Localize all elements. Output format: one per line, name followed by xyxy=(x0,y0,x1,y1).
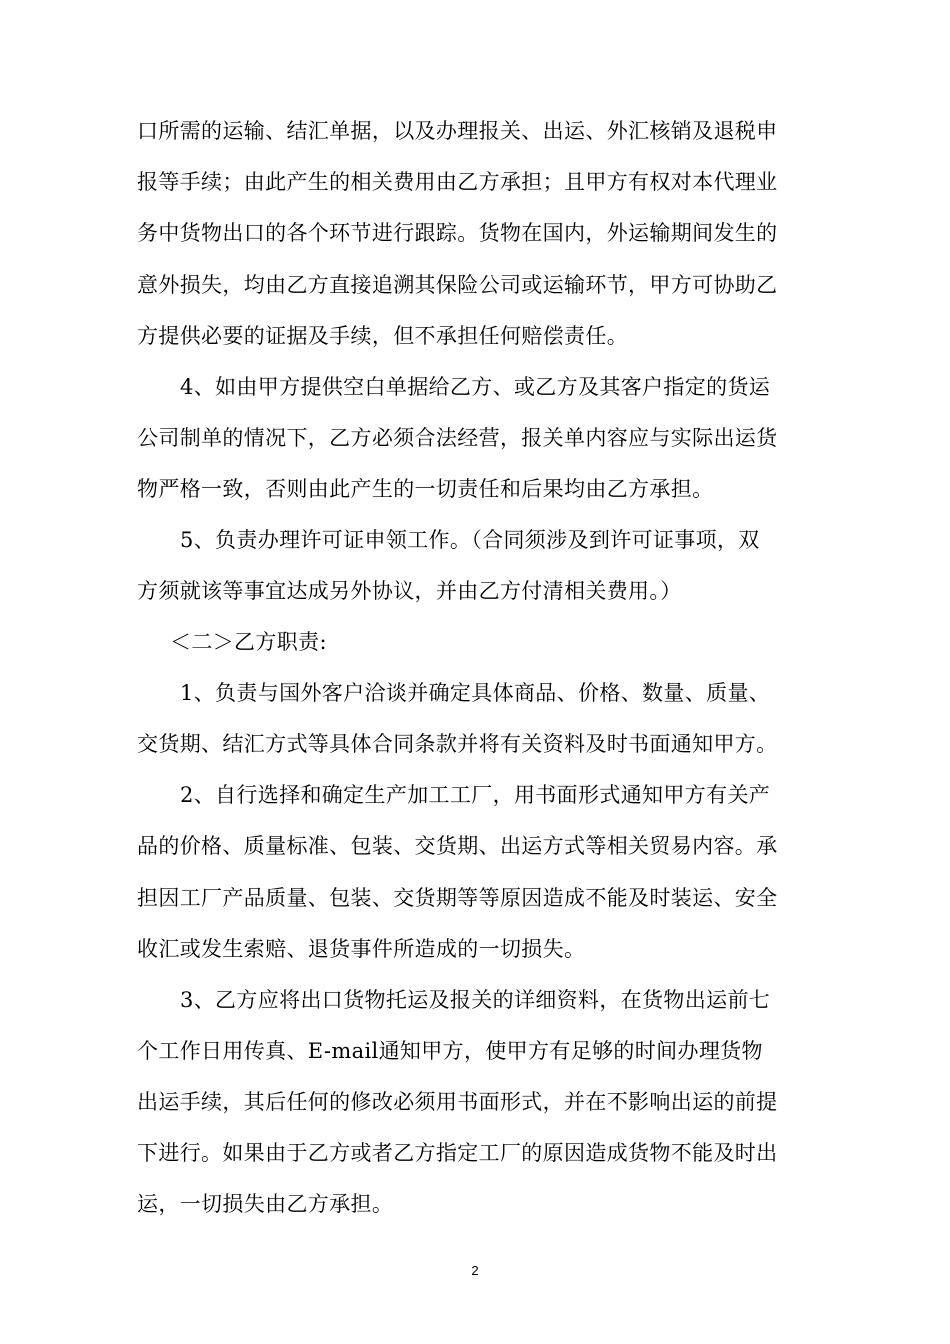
text-line: 品的价格、质量标准、包装、交货期、出运方式等相关贸易内容。承 xyxy=(137,834,778,858)
text-line: 交货期、结汇方式等具体合同条款并将有关资料及时书面通知甲方。 xyxy=(137,732,778,756)
text-line: 方须就该等事宜达成另外协议，并由乙方付清相关费用。） xyxy=(137,579,682,603)
text-line: 口所需的运输、结汇单据，以及办理报关、出运、外汇核销及退税申 xyxy=(137,119,778,143)
text-line: 担因工厂产品质量、包装、交货期等等原因造成不能及时装运、安全 xyxy=(137,886,778,910)
paragraph-item-2-start: 2、自行选择和确定生产加工工厂，用书面形式通知甲方有关产 xyxy=(180,783,771,807)
page-number: 2 xyxy=(471,1263,479,1278)
section-heading: ＜二＞乙方职责: xyxy=(170,630,327,654)
text-line: 运，一切损失由乙方承担。 xyxy=(137,1192,394,1216)
paragraph-item-3-start: 3、乙方应将出口货物托运及报关的详细资料，在货物出运前七 xyxy=(180,988,771,1012)
paragraph-item-1-start: 1、负责与国外客户洽谈并确定具体商品、价格、数量、质量、 xyxy=(180,681,771,705)
text-line: 收汇或发生索赔、退货事件所造成的一切损失。 xyxy=(137,937,586,961)
text-line: 出运手续，其后任何的修改必须用书面形式，并在不影响出运的前提 xyxy=(137,1090,778,1114)
text-line: 务中货物出口的各个环节进行跟踪。货物在国内，外运输期间发生的 xyxy=(137,221,778,245)
text-line: 意外损失，均由乙方直接追溯其保险公司或运输环节，甲方可协助乙 xyxy=(137,273,778,297)
text-line: 报等手续；由此产生的相关费用由乙方承担；且甲方有权对本代理业 xyxy=(137,170,778,194)
text-line: 方提供必要的证据及手续，但不承担任何赔偿责任。 xyxy=(137,324,629,348)
paragraph-item-5-start: 5、负责办理许可证申领工作。（合同须涉及到许可证事项，双 xyxy=(180,528,760,552)
text-line: 物严格一致，否则由此产生的一切责任和后果均由乙方承担。 xyxy=(137,477,714,501)
text-line: 个工作日用传真、E-mail通知甲方，使甲方有足够的时间办理货物 xyxy=(137,1039,763,1063)
text-line: 下进行。如果由于乙方或者乙方指定工厂的原因造成货物不能及时出 xyxy=(137,1141,778,1165)
paragraph-item-4-start: 4、如由甲方提供空白单据给乙方、或乙方及其客户指定的货运 xyxy=(180,375,771,399)
text-line: 公司制单的情况下，乙方必须合法经营，报关单内容应与实际出运货 xyxy=(137,426,778,450)
